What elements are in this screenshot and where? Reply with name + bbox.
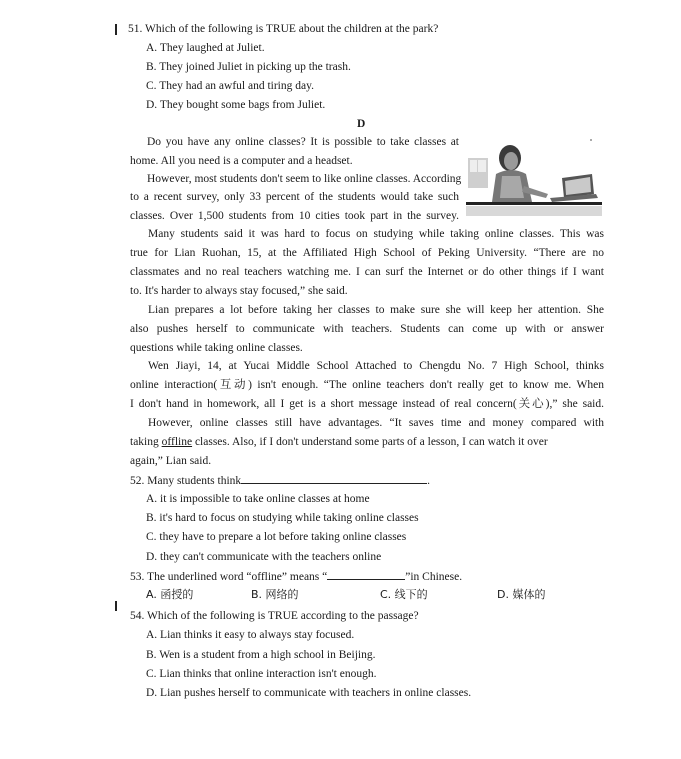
q52-answer-blank[interactable] <box>241 473 427 484</box>
passage-p4-line3: questions while taking online classes. <box>130 342 303 354</box>
q53-stem-post: ”in Chinese. <box>405 571 463 583</box>
q53-option-c: C. 线下的 <box>380 588 428 601</box>
margin-mark-q54 <box>115 601 117 611</box>
passage-p6-line2-pre: taking <box>130 436 162 448</box>
q52-stem-end: . <box>427 475 431 487</box>
passage-p3-line2: true for Lian Ruohan, 15, at the Affiliated High School of Peking University. “There are no <box>130 247 604 259</box>
section-label: D <box>357 118 366 130</box>
q52-option-c: C. they have to prepare a lot before taking online classes <box>146 531 407 543</box>
q53-option-d: D. 媒体的 <box>497 588 546 601</box>
passage-p5-line3: I don't hand in homework, all I get is a short message instead of real concern(关心),” she said. <box>130 398 604 410</box>
q52-stem-text: 52. Many students think <box>130 475 242 487</box>
passage-p3-line1: Many students said it was hard to focus on studying while taking online classes. This was <box>148 228 604 240</box>
q54-option-b: B. Wen is a student from a high school in Beijing. <box>146 649 376 661</box>
passage-p2-line3: classes. Over 1,500 students from 10 cities took part in the survey. <box>130 210 459 222</box>
q54-option-d: D. Lian pushes herself to communicate with teachers in online classes. <box>146 687 472 699</box>
passage-p3-line4: to. It's harder to always stay focused,” she said. <box>130 285 348 297</box>
q51-option-d: D. They bought some bags from Juliet. <box>146 99 326 111</box>
q51-option-b: B. They joined Juliet in picking up the trash. <box>146 61 351 73</box>
q53-stem-pre: 53. The underlined word “offline” means “ <box>130 571 328 583</box>
q52-option-a: A. it is impossible to take online classes at home <box>146 493 370 505</box>
passage-p6-line2 <box>130 435 604 449</box>
q51-option-a: A. They laughed at Juliet. <box>146 42 265 54</box>
passage-p5-line2: online interaction(互动) isn't enough. “The online teachers don't really get to know me. When <box>130 379 604 391</box>
student-online-class-photo <box>466 136 602 216</box>
q52-option-d: D. they can't communicate with the teachers online <box>146 551 382 563</box>
q54-option-a: A. Lian thinks it easy to always stay focused. <box>146 629 355 641</box>
passage-p1-line1: Do you have any online classes? It is possible to take classes at <box>147 136 459 148</box>
q51-stem: 51. Which of the following is TRUE about the children at the park? <box>128 23 439 35</box>
passage-p6-line2-post: classes. Also, if I don't understand some parts of a lesson, I can watch it over <box>192 436 548 448</box>
q52-stem <box>130 473 430 488</box>
passage-p6-line1: However, online classes still have advantages. “It saves time and money compared with <box>148 417 604 429</box>
passage-p6-line3: again,” Lian said. <box>130 455 212 467</box>
passage-p5-line1: Wen Jiayi, 14, at Yucai Middle School Attached to Chengdu No. 7 High School, thinks <box>148 360 604 372</box>
q52-option-b: B. it's hard to focus on studying while taking online classes <box>146 512 419 524</box>
q51-option-c: C. They had an awful and tiring day. <box>146 80 314 92</box>
passage-p4-line1: Lian prepares a lot before taking her classes to make sure she will keep her attention. She <box>148 304 604 316</box>
q54-option-c: C. Lian thinks that online interaction isn't enough. <box>146 668 377 680</box>
q54-stem: 54. Which of the following is TRUE according to the passage? <box>130 610 419 622</box>
passage-p2-line2: to a recent survey, only 33 percent of the students would take such <box>130 191 459 203</box>
passage-p3-line3: classmates and no real teachers watching me. I can surf the Internet or do other things if I want <box>130 266 604 278</box>
q53-option-a: A. 函授的 <box>146 588 194 601</box>
margin-mark-top <box>115 24 117 35</box>
passage-p1-line2: home. All you need is a computer and a headset. <box>130 155 353 167</box>
passage-p2-line1: However, most students don't seem to like online classes. According <box>147 173 462 185</box>
q53-option-b: B. 网络的 <box>251 588 299 601</box>
q53-answer-blank[interactable] <box>327 569 405 580</box>
passage-p4-line2: also pushes herself to communicate with teachers. Students can come up with or answer <box>130 323 604 335</box>
underlined-word-offline: offline <box>161 436 193 448</box>
q53-stem <box>130 569 462 584</box>
